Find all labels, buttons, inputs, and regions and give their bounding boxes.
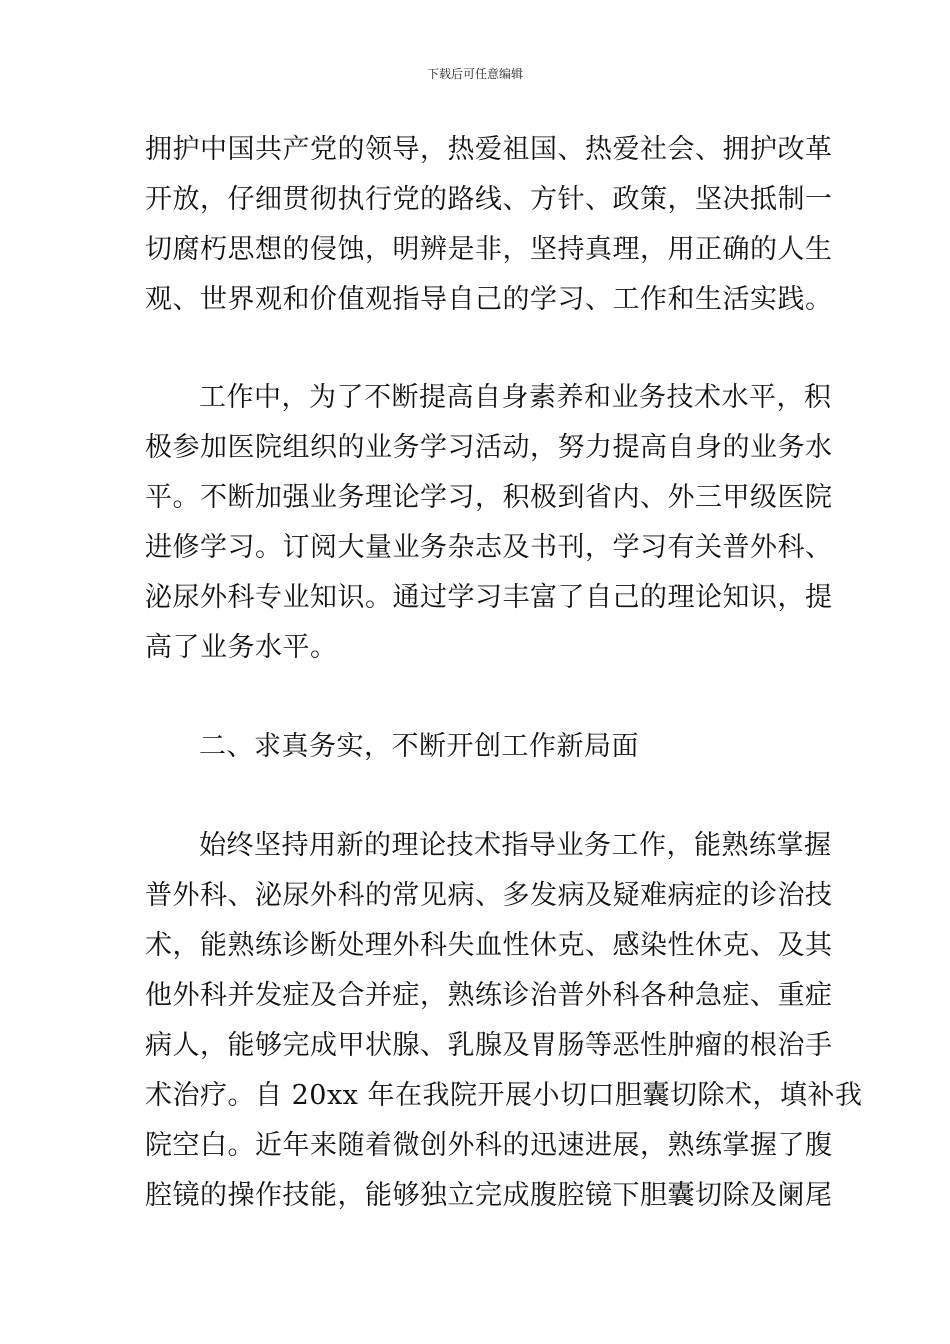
paragraph-3-line-5: 病人，能够完成甲状腺、乳腺及胃肠等恶性肿瘤的根治手: [145, 1030, 833, 1061]
paragraph-2-line-3: 平。不断加强业务理论学习，积极到省内、外三甲级医院: [145, 482, 833, 513]
paragraph-2-line-6: 高了业务水平。: [145, 632, 338, 663]
paragraph-3-line-4: 他外科并发症及合并症，熟练诊治普外科各种急症、重症: [145, 980, 833, 1011]
paragraph-2-line-1: 工作中，为了不断提高自身素养和业务技术水平，积: [199, 382, 832, 413]
paragraph-1-line-1: 拥护中国共产党的领导，热爱祖国、热爱社会、拥护改革: [145, 134, 833, 165]
paragraph-1-line-2: 开放，仔细贯彻执行党的路线、方针、政策，坚决抵制一: [145, 184, 833, 215]
paragraph-3-line-7: 院空白。近年来随着微创外科的迅速进展，熟练掌握了腹: [145, 1130, 833, 1161]
page-header: 下载后可任意编辑: [426, 67, 523, 81]
paragraph-3-line-3: 术，能熟练诊断处理外科失血性休克、感染性休克、及其: [145, 930, 833, 961]
paragraph-1-line-4: 观、世界观和价值观指导自己的学习、工作和生活实践。: [145, 284, 833, 315]
paragraph-3-line-8: 腔镜的操作技能，能够独立完成腹腔镜下胆囊切除及阑尾: [145, 1180, 833, 1211]
paragraph-3-line-6: 术治疗。自 20xx 年在我院开展小切口胆囊切除术，填补我: [145, 1080, 863, 1111]
paragraph-2-line-5: 泌尿外科专业知识。通过学习丰富了自己的理论知识，提: [145, 582, 833, 613]
section-heading: 二、求真务实，不断开创工作新局面: [199, 731, 639, 762]
paragraph-2-line-4: 进修学习。订阅大量业务杂志及书刊，学习有关普外科、: [145, 532, 833, 563]
paragraph-3-line-1: 始终坚持用新的理论技术指导业务工作，能熟练掌握: [199, 830, 832, 861]
paragraph-3-line-2: 普外科、泌尿外科的常见病、多发病及疑难病症的诊治技: [145, 880, 833, 911]
paragraph-2-line-2: 极参加医院组织的业务学习活动，努力提高自身的业务水: [145, 432, 833, 463]
paragraph-1-line-3: 切腐朽思想的侵蚀，明辨是非，坚持真理，用正确的人生: [145, 234, 833, 265]
